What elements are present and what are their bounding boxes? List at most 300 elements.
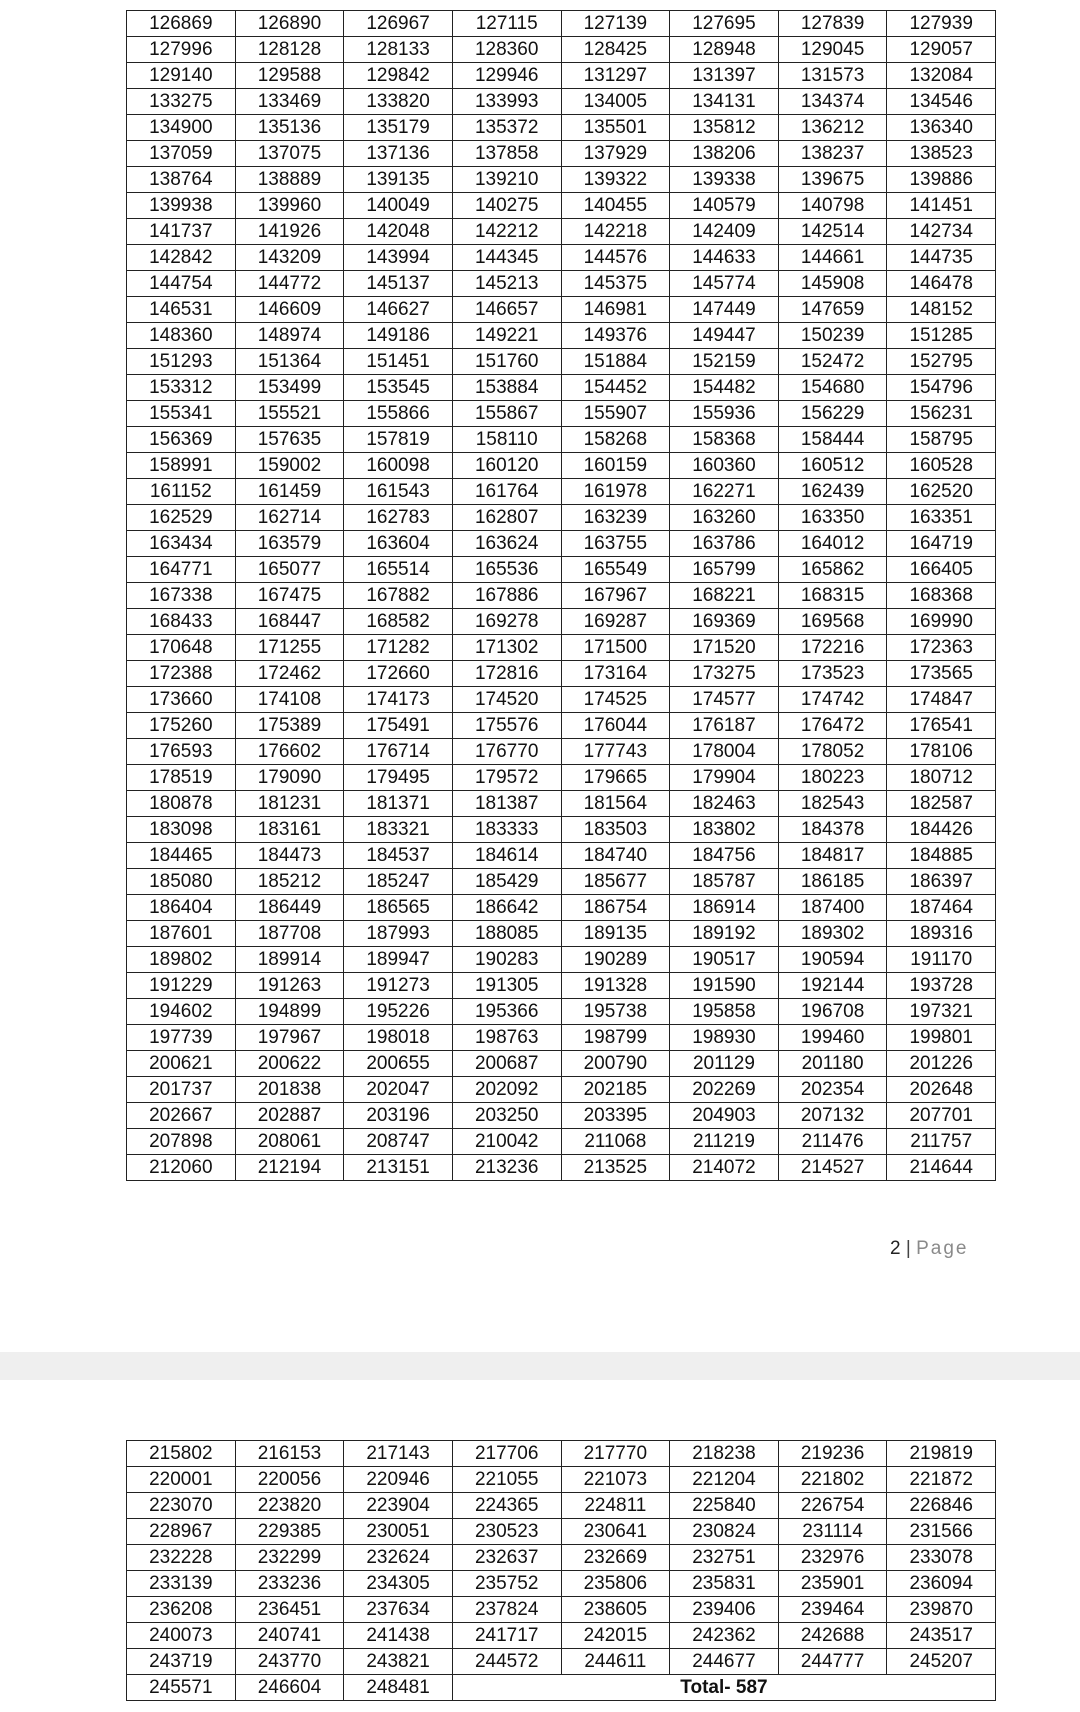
table-row bbox=[127, 479, 996, 505]
table-cell: 194899 bbox=[235, 999, 344, 1025]
table-cell: 178106 bbox=[887, 739, 996, 765]
table-cell: 193728 bbox=[887, 973, 996, 999]
table-cell: 174108 bbox=[235, 687, 344, 713]
table-cell: 183098 bbox=[127, 817, 236, 843]
table-cell: 233236 bbox=[235, 1571, 344, 1597]
table-cell: 148974 bbox=[235, 323, 344, 349]
table-row bbox=[127, 11, 996, 37]
table-cell: 127839 bbox=[778, 11, 887, 37]
table-cell: 211757 bbox=[887, 1129, 996, 1155]
table-row bbox=[127, 1441, 996, 1467]
table-cell: 172363 bbox=[887, 635, 996, 661]
table-cell: 169278 bbox=[452, 609, 561, 635]
table-cell: 200621 bbox=[127, 1051, 236, 1077]
table-cell: 176044 bbox=[561, 713, 670, 739]
table-cell: 154796 bbox=[887, 375, 996, 401]
table-cell: 176472 bbox=[778, 713, 887, 739]
table-cell: 197739 bbox=[127, 1025, 236, 1051]
table-cell: 185429 bbox=[452, 869, 561, 895]
table-cell: 133275 bbox=[127, 89, 236, 115]
table-cell: 233078 bbox=[887, 1545, 996, 1571]
table-cell: 180878 bbox=[127, 791, 236, 817]
table-row bbox=[127, 1545, 996, 1571]
table-cell: 163786 bbox=[670, 531, 779, 557]
table-row bbox=[127, 375, 996, 401]
table-row bbox=[127, 843, 996, 869]
table-cell: 163351 bbox=[887, 505, 996, 531]
table-cell: 149447 bbox=[670, 323, 779, 349]
table-cell: 189192 bbox=[670, 921, 779, 947]
table-cell: 174173 bbox=[344, 687, 453, 713]
table-cell: 148360 bbox=[127, 323, 236, 349]
table-cell: 240073 bbox=[127, 1623, 236, 1649]
table-cell: 138523 bbox=[887, 141, 996, 167]
table-cell: 198930 bbox=[670, 1025, 779, 1051]
table-cell: 237824 bbox=[452, 1597, 561, 1623]
roll-number-table-page-2 bbox=[126, 10, 996, 1181]
table-cell: 165077 bbox=[235, 557, 344, 583]
table-cell: 190289 bbox=[561, 947, 670, 973]
table-cell: 163260 bbox=[670, 505, 779, 531]
table-cell: 154452 bbox=[561, 375, 670, 401]
table-row bbox=[127, 947, 996, 973]
table-cell: 127115 bbox=[452, 11, 561, 37]
table-cell: 184426 bbox=[887, 817, 996, 843]
table-cell: 135812 bbox=[670, 115, 779, 141]
table-cell: 131297 bbox=[561, 63, 670, 89]
table-cell: 245207 bbox=[887, 1649, 996, 1675]
table-cell: 144633 bbox=[670, 245, 779, 271]
roll-number-table-body bbox=[127, 1441, 996, 1701]
table-cell: 181231 bbox=[235, 791, 344, 817]
table-cell: 163604 bbox=[344, 531, 453, 557]
table-cell: 142048 bbox=[344, 219, 453, 245]
table-cell: 143209 bbox=[235, 245, 344, 271]
table-cell: 150239 bbox=[778, 323, 887, 349]
table-row bbox=[127, 1103, 996, 1129]
table-cell: 144735 bbox=[887, 245, 996, 271]
table-cell: 160512 bbox=[778, 453, 887, 479]
table-cell: 142212 bbox=[452, 219, 561, 245]
table-cell: 181387 bbox=[452, 791, 561, 817]
table-row bbox=[127, 271, 996, 297]
table-row bbox=[127, 609, 996, 635]
table-cell: 158368 bbox=[670, 427, 779, 453]
table-cell: 179090 bbox=[235, 765, 344, 791]
page-gap bbox=[0, 1352, 1080, 1380]
table-cell: 160098 bbox=[344, 453, 453, 479]
table-cell: 230523 bbox=[452, 1519, 561, 1545]
table-cell: 134374 bbox=[778, 89, 887, 115]
table-cell: 136340 bbox=[887, 115, 996, 141]
table-cell: 138764 bbox=[127, 167, 236, 193]
table-cell: 163350 bbox=[778, 505, 887, 531]
table-row bbox=[127, 1675, 996, 1701]
table-cell: 213525 bbox=[561, 1155, 670, 1181]
table-row bbox=[127, 687, 996, 713]
table-cell: 156369 bbox=[127, 427, 236, 453]
table-cell: 172216 bbox=[778, 635, 887, 661]
table-cell: 218238 bbox=[670, 1441, 779, 1467]
table-cell: 151451 bbox=[344, 349, 453, 375]
table-cell: 146657 bbox=[452, 297, 561, 323]
table-cell: 245571 bbox=[127, 1675, 236, 1701]
table-cell: 188085 bbox=[452, 921, 561, 947]
table-row bbox=[127, 869, 996, 895]
table-cell: 183503 bbox=[561, 817, 670, 843]
table-cell: 142842 bbox=[127, 245, 236, 271]
page-footer bbox=[890, 1238, 968, 1260]
table-cell: 243517 bbox=[887, 1623, 996, 1649]
table-cell: 185080 bbox=[127, 869, 236, 895]
table-cell: 184378 bbox=[778, 817, 887, 843]
table-cell: 165549 bbox=[561, 557, 670, 583]
table-cell: 236451 bbox=[235, 1597, 344, 1623]
table-cell: 223820 bbox=[235, 1493, 344, 1519]
table-cell: 200687 bbox=[452, 1051, 561, 1077]
table-cell: 201226 bbox=[887, 1051, 996, 1077]
table-cell: 223070 bbox=[127, 1493, 236, 1519]
table-cell: 155907 bbox=[561, 401, 670, 427]
table-cell: 172462 bbox=[235, 661, 344, 687]
table-cell: 173660 bbox=[127, 687, 236, 713]
table-cell: 161152 bbox=[127, 479, 236, 505]
table-cell: 186185 bbox=[778, 869, 887, 895]
table-cell: 132084 bbox=[887, 63, 996, 89]
table-cell: 200790 bbox=[561, 1051, 670, 1077]
table-cell: 244572 bbox=[452, 1649, 561, 1675]
table-cell: 144661 bbox=[778, 245, 887, 271]
table-cell: 168582 bbox=[344, 609, 453, 635]
table-cell: 200655 bbox=[344, 1051, 453, 1077]
table-row bbox=[127, 999, 996, 1025]
table-cell: 175576 bbox=[452, 713, 561, 739]
table-cell: 168315 bbox=[778, 583, 887, 609]
table-cell: 207701 bbox=[887, 1103, 996, 1129]
table-cell: 128360 bbox=[452, 37, 561, 63]
table-cell: 144576 bbox=[561, 245, 670, 271]
table-cell: 128948 bbox=[670, 37, 779, 63]
table-cell: 151884 bbox=[561, 349, 670, 375]
table-cell: 179665 bbox=[561, 765, 670, 791]
table-cell: 224365 bbox=[452, 1493, 561, 1519]
table-cell: 244777 bbox=[778, 1649, 887, 1675]
table-cell: 191229 bbox=[127, 973, 236, 999]
table-cell: 126890 bbox=[235, 11, 344, 37]
table-cell: 142734 bbox=[887, 219, 996, 245]
table-row bbox=[127, 297, 996, 323]
table-cell: 179495 bbox=[344, 765, 453, 791]
table-cell: 246604 bbox=[235, 1675, 344, 1701]
table-cell: 241438 bbox=[344, 1623, 453, 1649]
table-cell: 208061 bbox=[235, 1129, 344, 1155]
table-cell: 216153 bbox=[235, 1441, 344, 1467]
table-cell: 220056 bbox=[235, 1467, 344, 1493]
table-row bbox=[127, 141, 996, 167]
table-cell: 197321 bbox=[887, 999, 996, 1025]
table-cell: 194602 bbox=[127, 999, 236, 1025]
table-row bbox=[127, 765, 996, 791]
table-cell: 142218 bbox=[561, 219, 670, 245]
table-cell: 165536 bbox=[452, 557, 561, 583]
table-cell: 239464 bbox=[778, 1597, 887, 1623]
table-cell: 136212 bbox=[778, 115, 887, 141]
table-cell: 155521 bbox=[235, 401, 344, 427]
table-cell: 147659 bbox=[778, 297, 887, 323]
table-cell: 182587 bbox=[887, 791, 996, 817]
table-cell: 235831 bbox=[670, 1571, 779, 1597]
table-row bbox=[127, 37, 996, 63]
table-cell: 128133 bbox=[344, 37, 453, 63]
table-cell: 131573 bbox=[778, 63, 887, 89]
table-cell: 169568 bbox=[778, 609, 887, 635]
table-cell: 176541 bbox=[887, 713, 996, 739]
table-cell: 184756 bbox=[670, 843, 779, 869]
table-cell: 210042 bbox=[452, 1129, 561, 1155]
table-cell: 202269 bbox=[670, 1077, 779, 1103]
table-cell: 138206 bbox=[670, 141, 779, 167]
table-cell: 221055 bbox=[452, 1467, 561, 1493]
table-cell: 236094 bbox=[887, 1571, 996, 1597]
table-cell: 141737 bbox=[127, 219, 236, 245]
table-cell: 189316 bbox=[887, 921, 996, 947]
table-cell: 138889 bbox=[235, 167, 344, 193]
table-cell: 138237 bbox=[778, 141, 887, 167]
table-cell: 149376 bbox=[561, 323, 670, 349]
table-row bbox=[127, 323, 996, 349]
table-cell: 133469 bbox=[235, 89, 344, 115]
table-cell: 149221 bbox=[452, 323, 561, 349]
table-cell: 221204 bbox=[670, 1467, 779, 1493]
table-cell: 183321 bbox=[344, 817, 453, 843]
table-row bbox=[127, 167, 996, 193]
table-cell: 129045 bbox=[778, 37, 887, 63]
table-cell: 213151 bbox=[344, 1155, 453, 1181]
table-cell: 156229 bbox=[778, 401, 887, 427]
table-cell: 179572 bbox=[452, 765, 561, 791]
table-cell: 160360 bbox=[670, 453, 779, 479]
table-cell: 242362 bbox=[670, 1623, 779, 1649]
table-cell: 189802 bbox=[127, 947, 236, 973]
table-cell: 184465 bbox=[127, 843, 236, 869]
table-cell: 202648 bbox=[887, 1077, 996, 1103]
table-cell: 243821 bbox=[344, 1649, 453, 1675]
table-cell: 137858 bbox=[452, 141, 561, 167]
table-cell: 141451 bbox=[887, 193, 996, 219]
table-cell: 151285 bbox=[887, 323, 996, 349]
table-row bbox=[127, 739, 996, 765]
table-cell: 164012 bbox=[778, 531, 887, 557]
table-cell: 207132 bbox=[778, 1103, 887, 1129]
table-cell: 198799 bbox=[561, 1025, 670, 1051]
table-cell: 135136 bbox=[235, 115, 344, 141]
table-cell: 187400 bbox=[778, 895, 887, 921]
document-page-3 bbox=[0, 1380, 1080, 1712]
table-cell: 186449 bbox=[235, 895, 344, 921]
table-cell: 134546 bbox=[887, 89, 996, 115]
table-cell: 223904 bbox=[344, 1493, 453, 1519]
table-cell: 175260 bbox=[127, 713, 236, 739]
table-cell: 239870 bbox=[887, 1597, 996, 1623]
table-row bbox=[127, 1077, 996, 1103]
table-cell: 173275 bbox=[670, 661, 779, 687]
table-cell: 162783 bbox=[344, 505, 453, 531]
table-cell: 176593 bbox=[127, 739, 236, 765]
table-cell: 173565 bbox=[887, 661, 996, 687]
table-row bbox=[127, 1155, 996, 1181]
table-row bbox=[127, 557, 996, 583]
table-cell: 202354 bbox=[778, 1077, 887, 1103]
table-cell: 232669 bbox=[561, 1545, 670, 1571]
table-cell: 191305 bbox=[452, 973, 561, 999]
table-cell: 196708 bbox=[778, 999, 887, 1025]
table-cell: 241717 bbox=[452, 1623, 561, 1649]
table-cell: 168221 bbox=[670, 583, 779, 609]
table-cell: 149186 bbox=[344, 323, 453, 349]
table-cell: 146981 bbox=[561, 297, 670, 323]
table-cell: 133993 bbox=[452, 89, 561, 115]
table-cell: 157635 bbox=[235, 427, 344, 453]
table-cell: 139338 bbox=[670, 167, 779, 193]
table-cell: 178519 bbox=[127, 765, 236, 791]
table-cell: 217770 bbox=[561, 1441, 670, 1467]
table-cell: 146478 bbox=[887, 271, 996, 297]
table-cell: 153545 bbox=[344, 375, 453, 401]
table-cell: 153312 bbox=[127, 375, 236, 401]
table-cell: 184740 bbox=[561, 843, 670, 869]
table-cell: 139938 bbox=[127, 193, 236, 219]
table-cell: 139210 bbox=[452, 167, 561, 193]
table-cell: 214644 bbox=[887, 1155, 996, 1181]
table-cell: 135372 bbox=[452, 115, 561, 141]
table-cell: 171520 bbox=[670, 635, 779, 661]
table-cell: 171302 bbox=[452, 635, 561, 661]
table-row bbox=[127, 713, 996, 739]
table-cell: 191263 bbox=[235, 973, 344, 999]
table-row bbox=[127, 921, 996, 947]
table-cell: 184817 bbox=[778, 843, 887, 869]
table-cell: 137075 bbox=[235, 141, 344, 167]
table-cell: 161543 bbox=[344, 479, 453, 505]
table-cell: 195366 bbox=[452, 999, 561, 1025]
table-cell: 228967 bbox=[127, 1519, 236, 1545]
table-cell: 187993 bbox=[344, 921, 453, 947]
table-cell: 152795 bbox=[887, 349, 996, 375]
table-cell: 162271 bbox=[670, 479, 779, 505]
table-cell: 129588 bbox=[235, 63, 344, 89]
table-cell: 173523 bbox=[778, 661, 887, 687]
roll-number-table-body bbox=[127, 11, 996, 1181]
table-cell: 139886 bbox=[887, 167, 996, 193]
table-cell: 158110 bbox=[452, 427, 561, 453]
table-cell: 161764 bbox=[452, 479, 561, 505]
table-cell: 225840 bbox=[670, 1493, 779, 1519]
table-cell: 134005 bbox=[561, 89, 670, 115]
table-row bbox=[127, 661, 996, 687]
table-cell: 160159 bbox=[561, 453, 670, 479]
table-cell: 166405 bbox=[887, 557, 996, 583]
table-cell: 186404 bbox=[127, 895, 236, 921]
table-cell: 186754 bbox=[561, 895, 670, 921]
table-row bbox=[127, 1025, 996, 1051]
table-row bbox=[127, 245, 996, 271]
table-cell: 244677 bbox=[670, 1649, 779, 1675]
table-cell: 163579 bbox=[235, 531, 344, 557]
table-cell: 155866 bbox=[344, 401, 453, 427]
table-cell: 195226 bbox=[344, 999, 453, 1025]
table-cell: 212060 bbox=[127, 1155, 236, 1181]
table-cell: 189302 bbox=[778, 921, 887, 947]
table-cell: 184537 bbox=[344, 843, 453, 869]
table-cell: 195858 bbox=[670, 999, 779, 1025]
table-cell: 139960 bbox=[235, 193, 344, 219]
table-cell: 187708 bbox=[235, 921, 344, 947]
table-cell: 137929 bbox=[561, 141, 670, 167]
table-cell: 175389 bbox=[235, 713, 344, 739]
table-row bbox=[127, 1623, 996, 1649]
table-cell: 235806 bbox=[561, 1571, 670, 1597]
table-cell: 141926 bbox=[235, 219, 344, 245]
table-cell: 152472 bbox=[778, 349, 887, 375]
table-row bbox=[127, 401, 996, 427]
table-cell: 144754 bbox=[127, 271, 236, 297]
table-cell: 186565 bbox=[344, 895, 453, 921]
table-cell: 180712 bbox=[887, 765, 996, 791]
table-cell: 242015 bbox=[561, 1623, 670, 1649]
table-cell: 221802 bbox=[778, 1467, 887, 1493]
table-cell: 155341 bbox=[127, 401, 236, 427]
table-cell: 145137 bbox=[344, 271, 453, 297]
table-row bbox=[127, 1129, 996, 1155]
table-cell: 191273 bbox=[344, 973, 453, 999]
table-cell: 213236 bbox=[452, 1155, 561, 1181]
table-cell: 185247 bbox=[344, 869, 453, 895]
table-cell: 199801 bbox=[887, 1025, 996, 1051]
table-cell: 220001 bbox=[127, 1467, 236, 1493]
table-cell: 165514 bbox=[344, 557, 453, 583]
table-cell: 163755 bbox=[561, 531, 670, 557]
table-cell: 169287 bbox=[561, 609, 670, 635]
table-cell: 235752 bbox=[452, 1571, 561, 1597]
table-cell: 127996 bbox=[127, 37, 236, 63]
table-cell: 184614 bbox=[452, 843, 561, 869]
table-cell: 202667 bbox=[127, 1103, 236, 1129]
table-row bbox=[127, 1571, 996, 1597]
table-cell: 190283 bbox=[452, 947, 561, 973]
table-cell: 214072 bbox=[670, 1155, 779, 1181]
table-cell: 224811 bbox=[561, 1493, 670, 1519]
table-cell: 158268 bbox=[561, 427, 670, 453]
table-cell: 174525 bbox=[561, 687, 670, 713]
table-cell: 189914 bbox=[235, 947, 344, 973]
table-cell: 236208 bbox=[127, 1597, 236, 1623]
table-cell: 240741 bbox=[235, 1623, 344, 1649]
table-cell: 177743 bbox=[561, 739, 670, 765]
table-cell: 142514 bbox=[778, 219, 887, 245]
table-cell: 147449 bbox=[670, 297, 779, 323]
table-cell: 155867 bbox=[452, 401, 561, 427]
table-cell: 169990 bbox=[887, 609, 996, 635]
table-cell: 243770 bbox=[235, 1649, 344, 1675]
table-row bbox=[127, 635, 996, 661]
table-cell: 197967 bbox=[235, 1025, 344, 1051]
table-cell: 162807 bbox=[452, 505, 561, 531]
table-cell: 137059 bbox=[127, 141, 236, 167]
table-cell: 185212 bbox=[235, 869, 344, 895]
table-cell: 164719 bbox=[887, 531, 996, 557]
table-cell: 158444 bbox=[778, 427, 887, 453]
table-cell: 139675 bbox=[778, 167, 887, 193]
